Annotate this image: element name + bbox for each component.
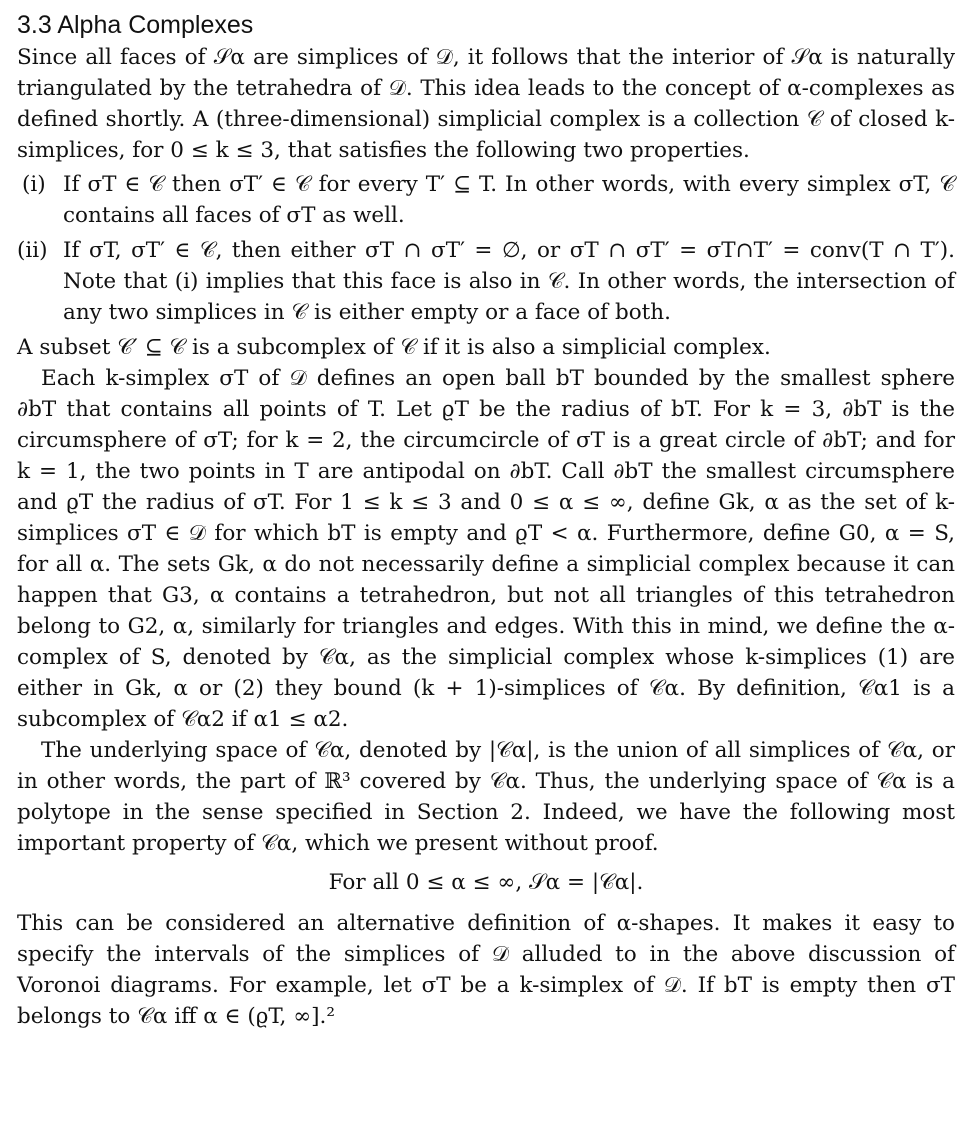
paragraph-underlying-space: The underlying space of 𝒞α, denoted by |𝒞α|, is the union of all simplices of 𝒞α, or in other words, the part of ℝ³ covered by 𝒞α. Thus, the underlying space of 𝒞α is a polytope in the sense specified in Section 2. Indeed, we have the following most important property of 𝒞α, which we present without proof. (17, 738, 955, 856)
property-text-i: If σT ∈ 𝒞 then σT′ ∈ 𝒞 for every T′ ⊆ T. In other words, with every simplex σT, 𝒞 contains all faces of σT as well. (63, 172, 955, 228)
paragraph-subcomplex: A subset 𝒞′ ⊆ 𝒞 is a subcomplex of 𝒞 if it is also a simplicial complex. (17, 335, 771, 360)
property-item-i (17, 169, 955, 231)
paragraph-alternative-definition: This can be considered an alternative definition of α-shapes. It makes it easy to specify the intervals of the simplices of 𝒟 alluded to in the above discussion of Voronoi diagrams. For example, let σT be a k-simplex of 𝒟. If bT is empty then σT belongs to 𝒞α iff α ∈ (ϱT, ∞].² (17, 911, 955, 1029)
property-item-ii (17, 235, 955, 328)
section-heading: 3.3 Alpha Complexes (17, 11, 254, 39)
property-marker-ii: (ii) (17, 238, 48, 263)
paragraph-definitions: Each k-simplex σT of 𝒟 defines an open ball bT bounded by the smallest sphere ∂bT that contains all points of T. Let ϱT be the radius of bT. For k = 3, ∂bT is the circumsphere of σT; for k = 2, the circumcircle of σT is a great circle of ∂bT; and for k = 1, the two points in T are antipodal on ∂bT. Call ∂bT the smallest circumsphere and ϱT the radius of σT. For 1 ≤ k ≤ 3 and 0 ≤ α ≤ ∞, define Gk, α as the set of k-simplices σT ∈ 𝒟 for which bT is empty and ϱT < α. Furthermore, define G0, α = S, for all α. The sets Gk, α do not necessarily define a simplicial complex because it can happen that G3, α contains a tetrahedron, but not all triangles of this tetrahedron belong to G2, α, similarly for triangles and edges. With this in mind, we define the α-complex of S, denoted by 𝒞α, as the simplicial complex whose k-simplices (1) are either in Gk, α or (2) they bound (k + 1)-simplices of 𝒞α. By definition, 𝒞α1 is a subcomplex of 𝒞α2 if α1 ≤ α2. (17, 366, 955, 732)
property-text-ii: If σT, σT′ ∈ 𝒞, then either σT ∩ σT′ = ∅, or σT ∩ σT′ = σT∩T′ = conv(T ∩ T′). Note that (i) implies that this face is also in 𝒞. In other words, the intersection of any two simplices in 𝒞 is either empty or a face of both. (63, 238, 955, 325)
property-marker-i: (i) (22, 172, 46, 197)
properties-list (17, 169, 955, 328)
document-page (17, 8, 955, 1032)
paragraph-intro: Since all faces of 𝒮α are simplices of 𝒟, it follows that the interior of 𝒮α is naturally triangulated by the tetrahedra of 𝒟. This idea leads to the concept of α-complexes as defined shortly. A (three-dimensional) simplicial complex is a collection 𝒞 of closed k-simplices, for 0 ≤ k ≤ 3, that satisfies the following two properties. (17, 45, 955, 163)
display-formula: For all 0 ≤ α ≤ ∞, 𝒮α = |𝒞α|. (328, 870, 644, 895)
